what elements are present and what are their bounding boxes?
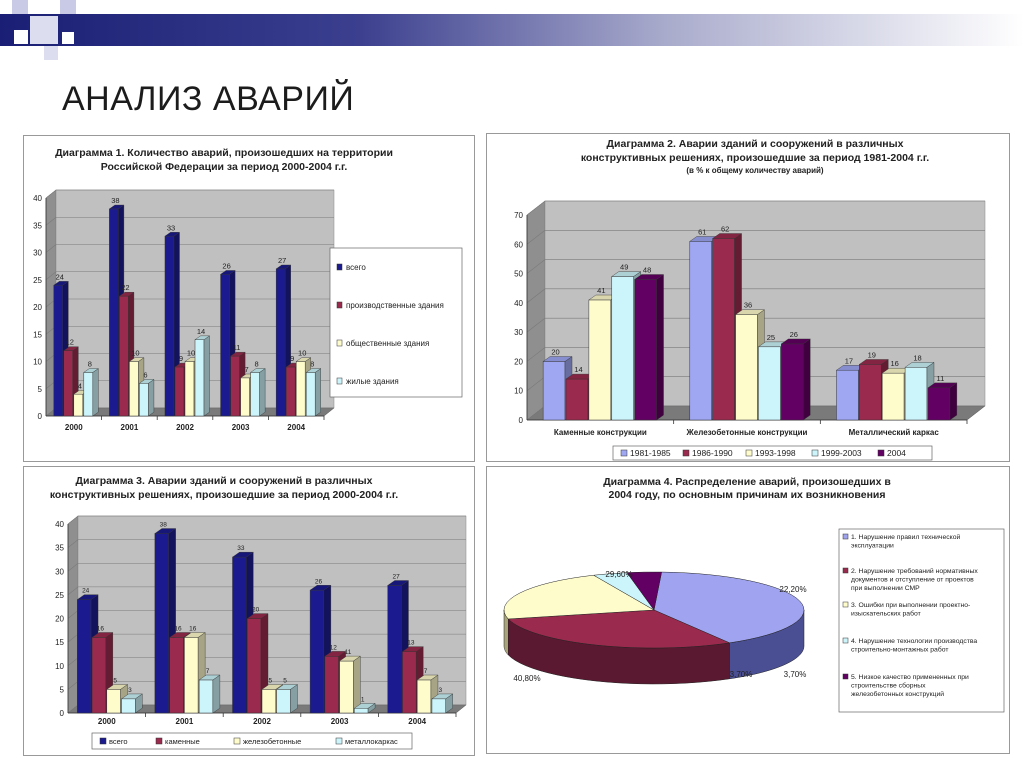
- legend-label-line: железобетонных конструкций: [851, 691, 945, 698]
- bar: [170, 637, 184, 713]
- legend-swatch: [683, 450, 689, 456]
- decor-square: [60, 0, 76, 14]
- legend-label-line: строительно-монтажных работ: [851, 646, 949, 654]
- bar-side: [657, 275, 664, 420]
- y-tick-label: 20: [514, 357, 523, 367]
- y-tick-label: 5: [59, 685, 64, 695]
- y-tick-label: 30: [55, 567, 64, 577]
- bar-side: [213, 675, 220, 713]
- data-label: 49: [620, 262, 629, 272]
- data-label: 14: [196, 326, 206, 336]
- bar: [354, 708, 368, 713]
- bar: [155, 533, 169, 713]
- legend-swatch: [843, 602, 848, 607]
- legend-swatch: [843, 638, 848, 643]
- bar: [195, 340, 204, 416]
- data-label: 6: [143, 370, 148, 380]
- y-tick-label: 10: [514, 386, 523, 396]
- bar-side: [950, 383, 957, 420]
- data-label: 7: [423, 668, 428, 676]
- bar: [199, 680, 213, 713]
- data-label: 36: [743, 300, 753, 310]
- y-tick-label: 40: [33, 194, 42, 203]
- bar: [92, 637, 106, 713]
- legend-label-line: 1. Нарушение правил технической: [851, 534, 961, 541]
- bar: [736, 315, 758, 420]
- bar: [276, 269, 285, 416]
- y-tick-label: 15: [33, 330, 42, 340]
- data-label: 11: [936, 373, 945, 383]
- x-tick-label: Каменные конструкции: [553, 428, 647, 437]
- data-label: 61: [698, 227, 707, 237]
- bar-side: [315, 369, 321, 416]
- legend-label-line: 5. Низкое качество примененных при: [851, 674, 969, 681]
- bar: [781, 344, 803, 420]
- bar: [185, 362, 194, 417]
- legend-label-line: документов и отступление от проектов: [851, 576, 974, 584]
- bar: [310, 590, 324, 713]
- legend-label: каменные: [165, 737, 200, 746]
- bar: [340, 661, 354, 713]
- header-gradient-bar: [0, 14, 1024, 46]
- legend-label: 1999-2003: [821, 448, 862, 458]
- y-tick-label: 10: [55, 661, 64, 671]
- y-tick-label: 60: [514, 240, 523, 250]
- data-label: 16: [890, 359, 899, 369]
- data-label: 9: [290, 354, 295, 364]
- pie-data-label: 3,70%: [783, 670, 807, 679]
- data-label: 27: [392, 573, 400, 581]
- x-tick-label: 2004: [408, 717, 427, 726]
- data-label: 10: [186, 348, 196, 358]
- bar: [241, 378, 250, 416]
- y-tick-label: 40: [55, 520, 64, 529]
- data-label: 10: [131, 348, 140, 358]
- bar: [306, 372, 315, 416]
- bar: [402, 652, 416, 713]
- data-label: 5: [113, 677, 117, 685]
- x-tick-label: Железобетонные конструкции: [686, 428, 808, 437]
- y-tick-label: 40: [514, 298, 523, 308]
- bar-side: [803, 339, 810, 420]
- legend-swatch: [621, 450, 627, 456]
- chart-panel-3: [23, 466, 475, 756]
- bar: [262, 689, 276, 713]
- data-label: 48: [642, 265, 652, 275]
- pie-data-label: 22,20%: [779, 585, 807, 594]
- chart-subtitle: (в % к общему количеству аварий): [686, 166, 824, 175]
- chart-4: [487, 467, 1009, 753]
- bar: [325, 656, 339, 713]
- legend-label-line: изыскательских работ: [851, 610, 921, 618]
- decor-square: [62, 32, 74, 44]
- bar: [129, 362, 138, 417]
- bar: [690, 241, 712, 420]
- data-label: 11: [232, 343, 241, 353]
- bar: [107, 689, 121, 713]
- chart-title-line: Диаграмма 1. Количество аварий, произошедших на территории: [55, 147, 393, 159]
- x-tick-label: 2000: [97, 717, 116, 726]
- data-label: 24: [55, 272, 64, 282]
- data-label: 18: [913, 353, 922, 363]
- data-label: 7: [244, 364, 249, 374]
- legend-label: всего: [346, 263, 366, 272]
- data-label: 62: [720, 224, 730, 234]
- bar: [612, 277, 634, 421]
- bar: [928, 388, 950, 420]
- legend-swatch: [337, 302, 342, 308]
- data-label: 5: [268, 677, 273, 685]
- data-label: 33: [237, 545, 245, 553]
- data-label: 27: [278, 255, 287, 265]
- legend-swatch: [878, 450, 884, 456]
- bar: [388, 585, 402, 713]
- data-label: 26: [222, 261, 231, 271]
- legend-label-line: 3. Ошибки при выполнении проектно-: [851, 602, 971, 609]
- data-label: 20: [551, 347, 560, 357]
- y-tick-label: 15: [55, 638, 64, 648]
- legend-swatch: [746, 450, 752, 456]
- data-label: 22: [121, 283, 130, 293]
- chart-title-line: Диаграмма 3. Аварии зданий и сооружений в различных: [75, 475, 373, 487]
- chart-title-line: 2004 году, по основным причинам их возникновения: [608, 489, 886, 501]
- bar: [74, 394, 83, 416]
- chart-3: [24, 467, 474, 755]
- decor-square: [12, 0, 28, 14]
- decor-square: [30, 16, 58, 44]
- x-tick-label: Металлический каркас: [848, 428, 939, 437]
- data-label: 20: [252, 606, 260, 614]
- legend-swatch: [156, 738, 162, 744]
- legend-label: 1986-1990: [692, 448, 733, 458]
- legend-label: железобетонные: [243, 737, 302, 746]
- bar: [109, 209, 118, 416]
- data-label: 3: [438, 686, 443, 694]
- bar-side: [93, 369, 99, 416]
- y-tick-label: 30: [33, 248, 42, 258]
- data-label: 33: [166, 223, 176, 233]
- legend-swatch: [337, 378, 342, 384]
- bar-side: [148, 379, 154, 416]
- bar: [296, 362, 305, 417]
- bar: [882, 373, 904, 420]
- page-title: АНАЛИЗ АВАРИЙ: [62, 80, 355, 118]
- x-tick-label: 2001: [175, 717, 194, 726]
- legend-label: общественные здания: [346, 339, 430, 348]
- bar: [139, 383, 148, 416]
- data-label: 7: [205, 668, 210, 676]
- bar: [221, 274, 230, 416]
- legend-label: металлокаркас: [345, 737, 398, 746]
- legend-label: 2004: [887, 448, 906, 458]
- bar: [713, 238, 735, 420]
- bar: [277, 689, 291, 713]
- bar: [589, 300, 611, 420]
- data-label: 9: [178, 354, 184, 364]
- y-tick-label: 50: [514, 269, 523, 279]
- data-label: 12: [329, 644, 337, 652]
- legend-swatch: [843, 568, 848, 573]
- data-label: 24: [82, 587, 90, 595]
- data-label: 11: [344, 649, 352, 657]
- data-label: 19: [867, 350, 876, 360]
- data-label: 1: [360, 696, 365, 704]
- data-label: 5: [283, 677, 287, 685]
- pie-data-label: 29,60%: [605, 570, 633, 579]
- chart-title-line: Диаграмма 2. Аварии зданий и сооружений в различных: [606, 138, 904, 150]
- y-tick-label: 20: [55, 614, 64, 624]
- pie-data-label: 40,80%: [513, 674, 541, 683]
- legend-label: производственные здания: [346, 301, 444, 310]
- legend-swatch: [337, 264, 342, 270]
- data-label: 12: [65, 337, 74, 347]
- y-tick-label: 35: [33, 221, 42, 231]
- pie-data-label: 3,70%: [729, 670, 753, 679]
- data-label: 8: [87, 359, 92, 369]
- y-tick-label: 25: [55, 590, 64, 600]
- legend-swatch: [336, 738, 342, 744]
- legend-label-line: при выполнении СМР: [851, 585, 920, 592]
- x-tick-label: 2003: [330, 717, 349, 726]
- bar: [175, 367, 184, 416]
- legend-swatch: [812, 450, 818, 456]
- y-tick-label: 0: [37, 412, 42, 421]
- y-tick-label: 20: [33, 303, 42, 312]
- legend-label: 1993-1998: [755, 448, 796, 458]
- x-tick-label: 2001: [120, 423, 139, 432]
- data-label: 8: [254, 359, 259, 369]
- data-label: 25: [766, 332, 776, 342]
- data-label: 10: [298, 348, 307, 358]
- chart-panel-1: [23, 135, 475, 462]
- legend-label-line: эксплуатации: [851, 542, 894, 550]
- chart-title-line: конструктивных решениях, произошедшие за период 1981-2004 г.г.: [580, 152, 930, 164]
- bar: [286, 367, 295, 416]
- bar-side: [204, 336, 210, 416]
- legend-swatch: [337, 340, 342, 346]
- bar: [64, 351, 73, 416]
- decor-square: [14, 30, 28, 44]
- legend-label-line: 4. Нарушение технологии производства: [851, 638, 978, 645]
- data-label: 38: [159, 521, 167, 529]
- y-tick-label: 10: [33, 357, 42, 367]
- data-label: 16: [96, 625, 105, 633]
- data-label: 17: [844, 356, 854, 366]
- bar: [758, 347, 780, 420]
- bar-side: [353, 656, 360, 713]
- data-label: 13: [407, 639, 415, 647]
- side-wall: [527, 201, 545, 420]
- bar: [251, 372, 260, 416]
- chart-panel-4: [486, 466, 1010, 754]
- data-label: 26: [789, 329, 798, 339]
- y-tick-label: 25: [33, 275, 42, 285]
- bar: [432, 699, 446, 713]
- bar: [54, 285, 63, 416]
- y-tick-label: 35: [55, 543, 64, 553]
- x-tick-label: 2003: [231, 423, 250, 432]
- legend-label: 1981-1985: [630, 448, 671, 458]
- y-tick-label: 30: [514, 328, 523, 338]
- x-tick-label: 2004: [287, 423, 306, 432]
- legend-label: всего: [109, 737, 128, 746]
- y-tick-label: 70: [514, 211, 523, 220]
- legend-label-line: 2. Нарушение требований нормативных: [851, 568, 978, 575]
- y-tick-label: 0: [518, 416, 523, 425]
- bar: [543, 361, 565, 420]
- data-label: 38: [111, 196, 120, 206]
- x-tick-label: 2000: [64, 423, 83, 432]
- data-label: 16: [189, 625, 197, 633]
- data-label: 14: [574, 365, 583, 375]
- bar: [566, 379, 588, 420]
- x-tick-label: 2002: [176, 423, 194, 432]
- legend-swatch: [234, 738, 240, 744]
- bar: [231, 356, 240, 416]
- bar: [417, 680, 431, 713]
- legend-label-line: строительстве сборных: [851, 682, 926, 690]
- bar: [184, 637, 198, 713]
- decor-square: [44, 46, 58, 60]
- bar: [247, 619, 261, 714]
- legend-label: жилые здания: [346, 377, 399, 386]
- bar: [84, 372, 93, 416]
- bar: [77, 600, 91, 713]
- chart-1: [24, 136, 474, 461]
- bar: [635, 279, 657, 420]
- y-tick-label: 5: [37, 384, 42, 394]
- legend-swatch: [843, 534, 848, 539]
- bar: [233, 557, 247, 713]
- bar: [165, 236, 174, 416]
- bar-side: [260, 369, 266, 416]
- chart-title-line: Диаграмма 4. Распределение аварий, произошедших в: [603, 476, 891, 488]
- chart-title-line: конструктивных решениях, произошедшие за период 2000-2004 г.г.: [49, 489, 399, 501]
- bar: [119, 296, 128, 416]
- bar: [905, 367, 927, 420]
- data-label: 41: [597, 286, 606, 296]
- bar: [859, 364, 881, 420]
- data-label: 26: [314, 578, 323, 586]
- data-label: 3: [128, 686, 132, 694]
- bar: [836, 370, 858, 420]
- data-label: 4: [77, 381, 82, 391]
- data-label: 16: [174, 625, 182, 633]
- chart-2: [487, 134, 1009, 461]
- chart-panel-2: [486, 133, 1010, 462]
- legend-swatch: [843, 674, 848, 679]
- legend-swatch: [100, 738, 106, 744]
- chart-title-line: Российской Федерации за период 2000-2004 г.г.: [100, 161, 348, 173]
- bar: [122, 699, 136, 713]
- x-tick-label: 2002: [253, 717, 271, 726]
- y-tick-label: 0: [59, 709, 64, 718]
- data-label: 8: [310, 359, 315, 369]
